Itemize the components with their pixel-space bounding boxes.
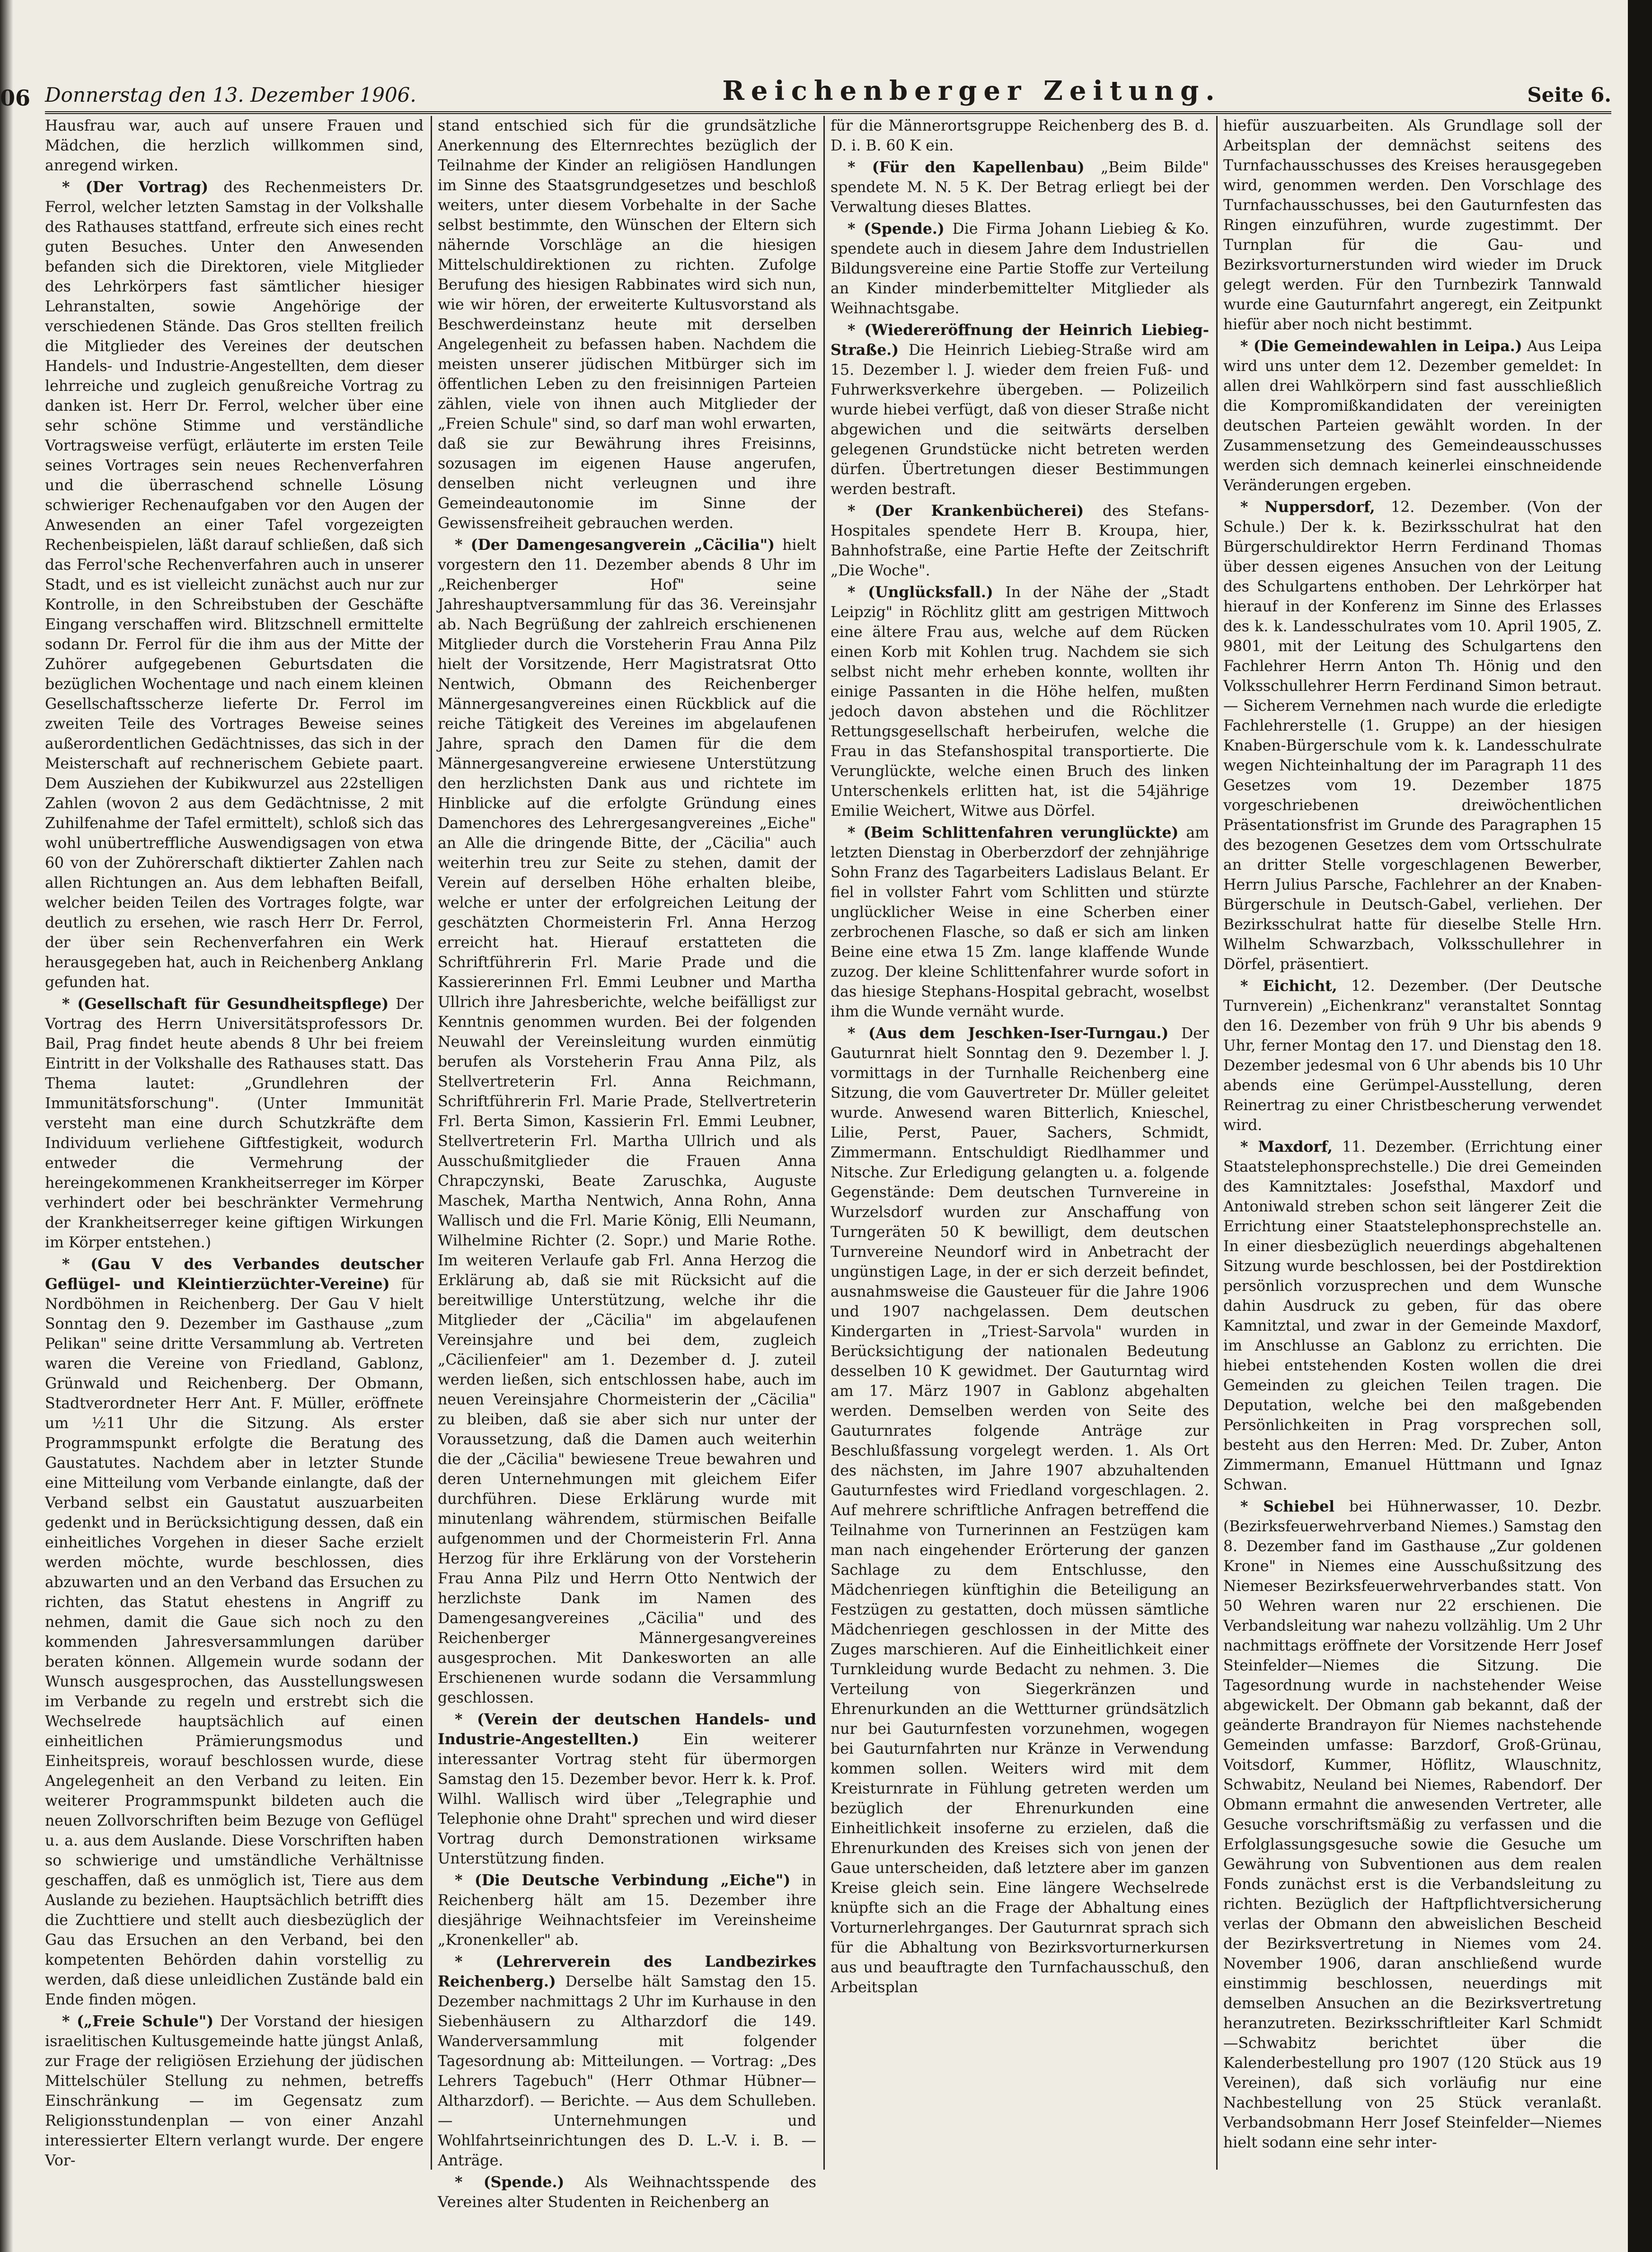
article-text: Der Vortrag des Herrn Universitätsprofessors Dr. Bail, Prag findet heute abends 8 Uhr bei freiem Eintritt in der Volkshalle des Rathauses statt. Das Thema lautet: „Grundlehren der Immunitätsforschung". (Unter Immunität versteht man eine durch Schutzkräfte dem Individuum verliehene Giftfestigkeit, wodurch entweder die Vermehrung der hereingekommenen Krankheitserreger im Körper verhindert oder bei beschränkter Vermehrung der Krankheitserreger keine giftigen Wirkungen im Körper entstehen.) [45, 996, 424, 1251]
article-paragraph [45, 1254, 424, 2010]
article-paragraph [45, 2012, 424, 2171]
article-paragraph [438, 1710, 816, 1869]
article-heading: * („Freie Schule") [62, 2013, 214, 2030]
article-paragraph [1223, 336, 1602, 495]
article-heading: * (Lehrerverein des Landbezirkes Reichenberg.) [438, 1953, 816, 1990]
article-paragraph [438, 1871, 816, 1950]
newspaper-title: Reichenberger Zeitung. [722, 75, 1221, 106]
article-paragraph [438, 1952, 816, 2171]
article-paragraph [1223, 116, 1602, 335]
article-text: 11. Dezember. (Errichtung einer Staatstelephonsprechstelle.) Die drei Gemeinden des Kamnitztales: Josefsthal, Maxdorf und Antoniwald streben schon seit längerer Zeit die Errichtung einer Staatstelephonsprechstelle an. In einer diesbezüglich neuerdings abgehaltenen Sitzung wurde beschlossen, bei der Postdirektion persönlich vorzusprechen und dem Wunsche dahin Ausdruck zu geben, für das obere Kamnitztal, und zwar in der Gemeinde Maxdorf, im Anschlusse an Gablonz zu errichten. Die hiebei entstehenden Kosten wollen die drei Gemeinden zu gleichen Teilen tragen. Die Deputation, welche bei den maßgebenden Persönlichkeiten in Prag vorsprechen soll, besteht aus den Herren: Med. Dr. Zuber, Anton Zimmermann, Emanuel Hüttmann und Ignaz Schwan. [1223, 1139, 1602, 1493]
column-3 [830, 116, 1209, 2174]
article-heading: * (Der Vortrag) [62, 178, 209, 196]
column-2 [438, 116, 817, 2211]
article-text: des Rechenmeisters Dr. Ferrol, welcher letzten Samstag in der Volkshalle des Rathauses stattfand, erfreute sich eines recht guten Besuches. Unter den Anwesenden befanden sich die Direktoren, viele Mitglieder des Lehrkörpers fast sämtlicher hiesiger Lehranstalten, sowie Angehörige der verschiedenen Stände. Das Gros stellten freilich die Mitglieder des Vereines der deutschen Handels- und Industrie-Angestellten, dem dieser lehrreiche und zugleich genußreiche Vortrag zu danken ist. Herr Dr. Ferrol, welcher über eine sehr schöne Stimme und verständliche Vortragsweise verfügt, erläuterte im ersten Teile seines Vortrages sein neues Rechenverfahren und die überraschend schnelle Lösung schwieriger Rechenaufgaben vor den Augen der Anwesenden an einer Tafel vorgezeigten Rechenbeispielen, läßt darauf schließen, daß sich das Ferrol'sche Rechenverfahren auch in unserer Stadt, und es ist vielleicht zunächst auch nur zur Kontrolle, in den Schreibstuben der Geschäfte Eingang verschaffen wird. Blitzschnell ermittelte sodann Dr. Ferrol für die ihm aus der Mitte der Zuhörer aufgegebenen Geburtsdaten die bezüglichen Wochentage und nach einem kleinen Gesellschaftsscherze lieferte Dr. Ferrol im zweiten Teile des Vortrages Beweise seines außerordentlichen Gedächtnisses, das sich in der Meisterschaft auf rechnerischem Gebiete paart. Dem Ausziehen der Kubikwurzel aus 22stelligen Zahlen (wovon 2 aus dem Gedächtnisse, 2 mit Zuhilfenahme der Tafel ermittelt), schloß sich das wohl unübertreffliche Auswendigsagen von etwa 60 von der Zuhörerschaft diktierter Zahlen nach allen Richtungen an. Aus dem lebhaften Beifall, welcher beiden Teilen des Vortrages folgte, war deutlich zu ersehen, wie rasch Herr Dr. Ferrol, der über sein Rechenverfahren ein Werk herausgegeben hat, auch in Reichenberg Anklang gefunden hat. [45, 179, 424, 991]
article-text: für die Männerortsgruppe Reichenberg des B. d. D. i. B. 60 K ein. [830, 117, 1209, 154]
article-text: Ein weiterer interessanter Vortrag steht für übermorgen Samstag den 15. Dezember bevor. Herr k. k. Prof. Wilhl. Wallisch wird über „Telegraphie und Telephonie ohne Draht" sprechen und wird dieser Vortrag durch Demonstrationen wirksame Unterstützung finden. [438, 1731, 816, 1867]
article-paragraph [830, 158, 1209, 217]
article-text: Als Weihnachtsspende des Vereines alter Studenten in Reichenberg an [438, 2174, 817, 2211]
article-text: 12. Dezember. (Von der Schule.) Der k. k. Bezirksschulrat hat den Bürgerschuldirektor Herrn Ferdinand Thomas über dessen eigenes Ansuchen von der Leitung des Schulgartens enthoben. Der Lehrkörper hat hierauf in der Konferenz im Sinne des Erlasses des k. k. Landesschulrates vom 10. April 1905, Z. 9801, mit der Leitung des Schulgartens den Fachlehrer Herrn Anton Th. Hönig und den Volksschullehrer Herrn Ferdinand Simon betraut. — Sicherem Vernehmen nach wurde die erledigte Fachlehrerstelle (1. Gruppe) an der hiesigen Knaben-Bürgerschule vom k. k. Landesschulrate wegen Nichteinhaltung der im Paragraph 11 des Gesetzes vom 19. Dezember 1875 vorgeschriebenen dreiwöchentlichen Präsentationsfrist im Grunde des Paragraphen 15 des bezogenen Gesetzes dem vom Ortsschulrate an dritter Stelle vorgeschlagenen Bewerber, Herrn Julius Parsche, Fachlehrer an der Knaben-Bürgerschule in Deutsch-Gabel, verliehen. Der Bezirksschulrat hatte für dieselbe Stelle Hrn. Wilhelm Schwarzbach, Volksschullehrer in Dörfel, präsentiert. [1223, 499, 1602, 973]
article-text: Der Gauturnrat hielt Sonntag den 9. Dezember l. J. vormittags in der Turnhalle Reichenberg eine Sitzung, die vom Gauvertreter Dr. Müller geleitet wurde. Anwesend waren Bitterlich, Knieschel, Lilie, Perst, Pauer, Sachers, Schmidt, Zimmermann. Entschuldigt Riedlhammer und Nitsche. Zur Erledigung gelangten u. a. folgende Gegenstände: Dem deutschen Turnvereine in Wurzelsdorf wurden zur Anschaffung von Turngeräten 50 K bewilligt, dem deutschen Turnvereine Neundorf wird in Anbetracht der ungünstigen Lage, in der er sich derzeit befindet, ausnahmsweise die Gausteuer für die Jahre 1906 und 1907 nachgelassen. Dem deutschen Kindergarten in „Triest-Sarvola" wurden in Berücksichtigung der nationalen Bedeutung desselben 10 K gewidmet. Der Gauturntag wird am 17. März 1907 in Gablonz abgehalten werden. Demselben werden von Seite des Gauturnrates folgende Anträge zur Beschlußfassung vorgelegt werden. 1. Als Ort des nächsten, im Jahre 1907 abzuhaltenden Gauturnfestes wird Friedland vorgeschlagen. 2. Auf mehrere schriftliche Anfragen betreffend die Teilnahme von Turnerinnen an Festzügen kam man nach eingehender Erörterung der ganzen Sachlage zu dem Entschlusse, den Mädchenriegen künftighin die Beteiligung an Festzügen zu gestatten, doch müssen sämtliche Mädchenriegen geschlossen in der Mitte des Zuges marschieren. Auf die Einheitlichkeit einer Turnkleidung wurde Bedacht zu nehmen. 3. Die Verteilung von Siegerkränzen und Ehrenurkunden an die Wettturner gründsätzlich nur bei Gauturnfesten vorzunehmen, wogegen bei Gauturnfahrten nur Kränze in Verwendung kommen sollen. Weiters wird mit dem Kreisturnrate in Fühlung getreten werden um bezüglich der Ehrenurkunden eine Einheitlichkeit insoferne zu erzielen, daß die Ehrenurkunden des Kreises sich von jenen der Gaue unterscheiden, daß letztere aber im ganzen Kreise gleich sein. Eine längere Wechselrede knüpfte sich an die Frage der Abhaltung eines Vorturnerlehrganges. Der Gauturnrat sprach sich für die Abhaltung von Bezirksvorturnerkursen aus und beauftragte den Turnfachausschuß, den Arbeitsplan [830, 1025, 1210, 1996]
article-text: Die Heinrich Liebieg-Straße wird am 15. Dezember l. J. wieder dem freien Fuß- und Fuhrwerksverkehre übergeben. — Polizeilich wurde hiebei verfügt, daß von dieser Straße nicht abgewichen und die seitwärts derselben gelegenen Grundstücke nicht betreten werden dürfen. Übertretungen dieser Bestimmungen werden bestraft. [830, 342, 1209, 498]
article-paragraph [830, 116, 1209, 156]
article-text: am letzten Dienstag in Oberberzdorf der zehnjährige Sohn Franz des Tagarbeiters Ladislaus Belant. Er fiel in vollster Fahrt vom Schlitten und stürzte unglücklicher Weise in eine Scherben einer zerbrochenen Flasche, so daß er sich am linken Beine eine etwa 15 Zm. lange klaffende Wunde zuzog. Der kleine Schlittenfahrer wurde sofort in das hiesige Stephans-Hospital gebracht, woselbst ihm die Wunde vernäht wurde. [830, 824, 1209, 1020]
column-rule [823, 116, 825, 2170]
article-heading: * (Verein der deutschen Handels- und Industrie-Angestellten.) [438, 1711, 816, 1748]
scan-shadow-left [0, 0, 13, 2252]
article-heading: * (Unglücksfall.) [848, 583, 993, 601]
article-heading: * (Für den Kapellenbau) [848, 159, 1085, 176]
article-heading: * Maxdorf, [1240, 1138, 1333, 1156]
article-paragraph [1223, 976, 1602, 1135]
article-paragraph [830, 823, 1209, 1022]
article-paragraph [1223, 497, 1602, 974]
article-text: 12. Dezember. (Der Deutsche Turnverein) „Eichenkranz" veranstaltet Sonntag den 16. Dezember von früh 9 Uhr bis abends 9 Uhr, ferner Montag den 17. und Dienstag den 18. Dezember jedesmal von 6 Uhr abends bis 10 Uhr abends eine Gerümpel-Ausstellung, deren Reinertrag zu einer Christbescherung verwendet wird. [1223, 978, 1602, 1134]
article-heading: * Nuppersdorf, [1240, 498, 1375, 516]
scan-edge-right [1628, 0, 1652, 2252]
article-heading: * (Gau V des Verbandes deutscher Geflügel- und Kleintierzüchter-Vereine) [45, 1255, 424, 1293]
article-paragraph [438, 535, 816, 1708]
article-text: Aus Leipa wird uns unter dem 12. Dezember gemeldet: In allen drei Wahlkörpern sind fast ausschließlich die Kompromißkandidaten der vereinigten deutschen Parteien gewählt worden. In der Zusammensetzung des Gemeindeausschusses werden sich demnach keinerlei einschneidende Veränderungen ergeben. [1223, 338, 1602, 494]
masthead [45, 59, 1611, 114]
article-heading: * (Der Krankenbücherei) [848, 502, 1084, 520]
column-rule [1216, 116, 1218, 2170]
article-text: Derselbe hält Samstag den 15. Dezember nachmittags 2 Uhr im Kurhause in den Siebenhäusern zu Altharzdorf die 149. Wanderversammlung mit folgender Tagesordnung ab: Mitteilungen. — Vortrag: „Des Lehrers Tagebuch" (Herr Othmar Hübner—Altharzdorf). — Berichte. — Aus dem Schulleben. — Unternehmungen und Wohlfahrtseinrichtungen des D. L.-V. i. B. — Anträge. [438, 1973, 816, 2169]
article-paragraph [1223, 1137, 1602, 1495]
article-heading: * Schiebel [1240, 1498, 1335, 1515]
article-paragraph [45, 177, 424, 992]
article-heading: * (Spende.) [848, 220, 945, 238]
page-number: Seite 6. [1527, 83, 1611, 106]
article-text: hiefür auszuarbeiten. Als Grundlage soll der Arbeitsplan der demnächst seitens des Turnfachausschusses des Kreises herausgegeben wird, genommen werden. Den Vorschlage des Turnfachausschusses, bei den Gauturnfesten das Ringen einzuführen, wurde zugestimmt. Der Turnplan für die Gau- und Bezirksvorturnerstunden wird wieder im Druck gelegt werden. Für den Turnbezirk Tannwald wurde eine Gauturnfahrt angeregt, ein Zeitpunkt hiefür aber noch nicht bestimmt. [1223, 117, 1602, 333]
article-heading: * (Der Damengesangverein „Cäcilia") [455, 536, 775, 554]
column-1 [45, 116, 424, 2174]
article-paragraph [830, 501, 1209, 581]
article-text: Der Vorstand der hiesigen israelitischen Kultusgemeinde hatte jüngst Anlaß, zur Frage der religiösen Erziehung der jüdischen Mittelschüler Stellung zu nehmen, betreffs Einschränkung — im Gegensatz zum Religionsstundenplan — von einer Anzahl interessierter Eltern verlangt wurde. Der engere Vor- [45, 2013, 424, 2169]
article-heading: * (Beim Schlittenfahren verunglückte) [848, 824, 1179, 841]
article-text: stand entschied sich für die grundsätzliche Anerkennung des Elternrechtes bezüglich der Teilnahme der Kinder an religiösen Handlungen im Sinne des Staatsgrundgesetzes und beschloß weiters, unter diesem Vorbehalte in der Sache selbst bestimmte, den Wünschen der Eltern sich nähernde Vorschläge an die hiesigen Mittelschuldirektionen zu richten. Zufolge Berufung des hiesigen Rabbinates wird sich nun, wie wir hören, der erweiterte Kultusvorstand als Beschwerdeinstanz heute mit derselben Angelegenheit zu befassen haben. Nachdem die meisten unserer jüdischen Mitbürger sich im öffentlichen Leben zu den freisinnigen Parteien zählen, viele von ihnen auch Mitglieder der „Freien Schule" sind, so darf man wohl erwarten, daß sie zur Bewährung ihres Freisinns, sozusagen im eigenen Hause angerufen, denselben nicht verleugnen und ihre Gemeindeautonomie im Sinne der Gewissensfreiheit gebrauchen werden. [438, 117, 816, 532]
article-paragraph [438, 2173, 816, 2212]
issue-date: Donnerstag den 13. Dezember 1906. [45, 83, 416, 106]
article-heading: * (Aus dem Jeschken-Iser-Turngau.) [848, 1024, 1169, 1042]
article-paragraph [45, 994, 424, 1253]
article-paragraph [438, 116, 816, 533]
article-paragraph [45, 116, 424, 176]
article-text: hielt vorgestern den 11. Dezember abends 8 Uhr im „Reichenberger Hof" seine Jahreshauptversammlung für das 36. Vereinsjahr ab. Nach Begrüßung der zahlreich erschienenen Mitglieder durch die Vorsteherin Frau Anna Pilz hielt der Vorsitzende, Herr Magistratsrat Otto Nentwich, Obmann des Reichenberger Männergesangvereines einen Rückblick auf die reiche Tätigkeit des Vereines im abgelaufenen Jahre, sprach den Damen für die dem Männergesangvereine erwiesene Unterstützung den herzlichsten Dank aus und richtete im Hinblicke auf die erfolgte Gründung eines Damenchores des Lehrergesangvereines „Eiche" an Alle die dringende Bitte, der „Cäcilia" auch weiterhin treu zur Seite zu stehen, damit der Verein auf derselben Höhe erhalten bleibe, welche er unter der erfolgreichen Leitung der geschätzten Chormeisterin Frl. Anna Herzog erreicht hat. Hierauf erstatteten die Schriftführerin Frl. Marie Prade und die Kassiererinnen Frl. Emmi Leubner und Martha Ullrich ihre Jahresberichte, welche beifälligst zur Kenntnis genommen wurden. Bei der folgenden Neuwahl der Vereinsleitung wurden einmütig berufen als Vorsteherin Frau Anna Pilz, als Stellvertreterin Frl. Anna Reichmann, Schriftführerin Frl. Marie Prade, Stellvertreterin Frl. Berta Simon, Kassierin Frl. Emmi Leubner, Stellvertreterin Frl. Martha Ullrich und als Ausschußmitglieder die Frauen Anna Chrapczynski, Beate Zaruschka, Auguste Maschek, Martha Nentwich, Anna Rohn, Anna Wallisch und die Frl. Marie König, Elli Neumann, Wilhelmine Richter (2. Sopr.) und Marie Rothe. Im weiteren Verlaufe gab Frl. Anna Herzog die Erklärung ab, daß sie mit Rücksicht auf die bereitwillige Unterstützung, welche ihr die Mitglieder der „Cäcilia" im abgelaufenen Vereinsjahre und bei dem, zugleich „Cäcilienfeier" am 1. Dezember d. J. zuteil werden ließen, sich entschlossen habe, auch im neuen Vereinsjahre Chormeisterin der „Cäcilia" zu bleiben, daß sie aber sich nur unter der Voraussetzung, daß die Damen auch weiterhin die der „Cäcilia" bewiesene Treue bewahren und deren Unternehmungen mit gleichem Eifer durchführen. Diese Erklärung wurde mit minutenlang währendem, stürmischen Beifalle aufgenommen und der Chormeisterin Frl. Anna Herzog für ihre Erklärung von der Vorsteherin Frau Anna Pilz und Herrn Otto Nentwich der herzlichste Dank im Namen des Damengesangvereines „Cäcilia" und des Reichenberger Männergesangvereines ausgesprochen. Mit Dankesworten an alle Erschienenen wurde sodann die Versammlung geschlossen. [438, 537, 817, 1706]
article-text: für Nordböhmen in Reichenberg. Der Gau V hielt Sonntag den 9. Dezember im Gasthause „zum Pelikan" seine dritte Versammlung ab. Vertreten waren die Vereine von Friedland, Gablonz, Grünwald und Reichenberg. Der Obmann, Stadtverordneter Herr Ant. F. Müller, eröffnete um ½11 Uhr die Sitzung. Als erster Programmspunkt erfolgte die Beratung des Gaustatutes. Nachdem aber in letzter Stunde eine Mitteilung vom Verbande einlangte, daß der Verband selbst ein Gaustatut auszuarbeiten gedenkt und in Berücksichtigung dessen, daß ein einheitliches Vorgehen in dieser Sache erzielt werden möchte, wurde beschlossen, dies abzuwarten und an den Verband das Ersuchen zu richten, das Statut ehestens in Angriff zu nehmen, damit die Gaue sich noch zu den kommenden Jahresversammlungen darüber beraten können. Allgemein wurde sodann der Wunsch ausgesprochen, das Ausstellungswesen im Verbande zu regeln und erstrebt sich die Wechselrede hauptsächlich auf einen einheitlichen Prämierungsmodus und Einheitspreis, worauf beschlossen wurde, diese Angelegenheit an den Verband zu leiten. Ein weiterer Programmspunkt bildeten auch die neuen Zollvorschriften beim Bezuge von Geflügel u. a. aus dem Auslande. Diese Vorschriften haben so schwierige und umständliche Verhältnisse geschaffen, daß es unmöglich ist, Tiere aus dem Auslande zu beziehen. Hauptsächlich betrifft dies die Zuchttiere und stellt auch diesbezüglich der Gau das Ersuchen an den Verband, bei den kompetenten Behörden dahin vorstellig zu werden, daß diese unleidlichen Zustände bald ein Ende finden mögen. [45, 1276, 424, 2008]
article-paragraph [830, 583, 1209, 821]
article-paragraph [830, 1024, 1209, 1997]
column-rule [431, 116, 432, 2170]
article-text: Die Firma Johann Liebieg & Ko. spendete auch in diesem Jahre dem Industriellen Bildungsvereine eine Partie Stoffe zur Verteilung an Kinder minderbemittelter Mitglieder als Weihnachtsgabe. [830, 221, 1209, 317]
column-4 [1223, 116, 1602, 2174]
article-text: In der Nähe der „Stadt Leipzig" in Röchlitz glitt am gestrigen Mittwoch eine ältere Frau aus, welche auf dem Rücken einen Korb mit Kohlen trug. Nachdem sie sich selbst nicht mehr erheben konnte, wollten ihr einige Passanten in die Höhe helfen, mußten jedoch davon abstehen und die Röchlitzer Rettungsgesellschaft herbeirufen, welche die Frau in das Stefanshospital transportierte. Die Verunglückte, welche einen Bruch des linken Unterschenkels erlitten hat, ist die 54jährige Emilie Weichert, Witwe aus Dörfel. [830, 584, 1209, 820]
article-heading: * (Gesellschaft für Gesundheitspflege) [62, 995, 389, 1013]
article-heading: * Eichicht, [1240, 977, 1337, 995]
article-paragraph [830, 320, 1209, 499]
article-text: in Reichenberg hält am 15. Dezember ihre diesjährige Weihnachtsfeier im Vereinsheime „Kronenkeller" ab. [438, 1872, 817, 1949]
adjacent-page-number: 06 [0, 85, 31, 111]
article-heading: * (Die Gemeindewahlen in Leipa.) [1240, 337, 1522, 355]
article-paragraph [830, 219, 1209, 318]
article-heading: * (Wiedereröffnung der Heinrich Liebieg-Straße.) [830, 321, 1209, 359]
article-text: „Beim Bilde" spendete M. N. 5 K. Der Betrag erliegt bei der Verwaltung dieses Blattes. [830, 159, 1209, 216]
article-text: des Stefans-Hospitales spendete Herr B. Kroupa, hier, Bahnhofstraße, eine Partie Hefte der Zeitschrift „Die Woche". [830, 503, 1209, 579]
article-text: bei Hühnerwasser, 10. Dezbr. (Bezirksfeuerwehrverband Niemes.) Samstag den 8. Dezember fand im Gasthause „Zur goldenen Krone" in Niemes eine Ausschußsitzung des Niemeser Bezirksfeuerwehrverbandes statt. Von 50 Wehren waren nur 22 erschienen. Die Verbandsleitung war nahezu vollzählig. Um 2 Uhr nachmittags eröffnete der Vorsitzende Herr Josef Steinfelder—Niemes die Sitzung. Die Tagesordnung wurde in nachstehender Weise abgewickelt. Der Obmann gab bekannt, daß der geänderte Brandrayon für Niemes nachstehende Gemeinden umfasse: Barzdorf, Groß-Grünau, Voitsdorf, Kummer, Höflitz, Wlauschnitz, Schwabitz, Neuland bei Niemes, Rabendorf. Der Obmann ermahnt die anwesenden Vertreter, alle Gesuche vorschriftsmäßig zu verfassen und die Erfolglassungsgesuche sowie die Gesuche um Gewährung von Subventionen aus dem realen Fonds zunächst erst is die Verbandsleitung zu richten. Bezüglich der Haftpflichtversicherung verlas der Obmann den abweislichen Bescheid der Bezirksvertretung in Niemes vom 24. November 1906, daran anschließend wurde einstimmig beschlossen, neuerdings mit demselben Ansuchen an die Bezirksvertretung heranzutreten. Bezirksschriftleiter Karl Schmidt—Schwabitz berichtet über die Kalenderbestellung pro 1907 (120 Stück aus 19 Vereinen), daß sich vorläufig nur eine Nachbestellung von 25 Stück veranlaßt. Verbandsobmann Herr Josef Steinfelder—Niemes hielt sodann eine sehr inter- [1223, 1498, 1602, 2151]
article-text: Hausfrau war, auch auf unsere Frauen und Mädchen, die herzlich willkommen sind, anregend wirken. [45, 117, 424, 174]
article-heading: * (Die Deutsche Verbindung „Eiche") [455, 1872, 791, 1889]
article-heading: * (Spende.) [455, 2173, 565, 2191]
article-paragraph [1223, 1497, 1602, 2153]
